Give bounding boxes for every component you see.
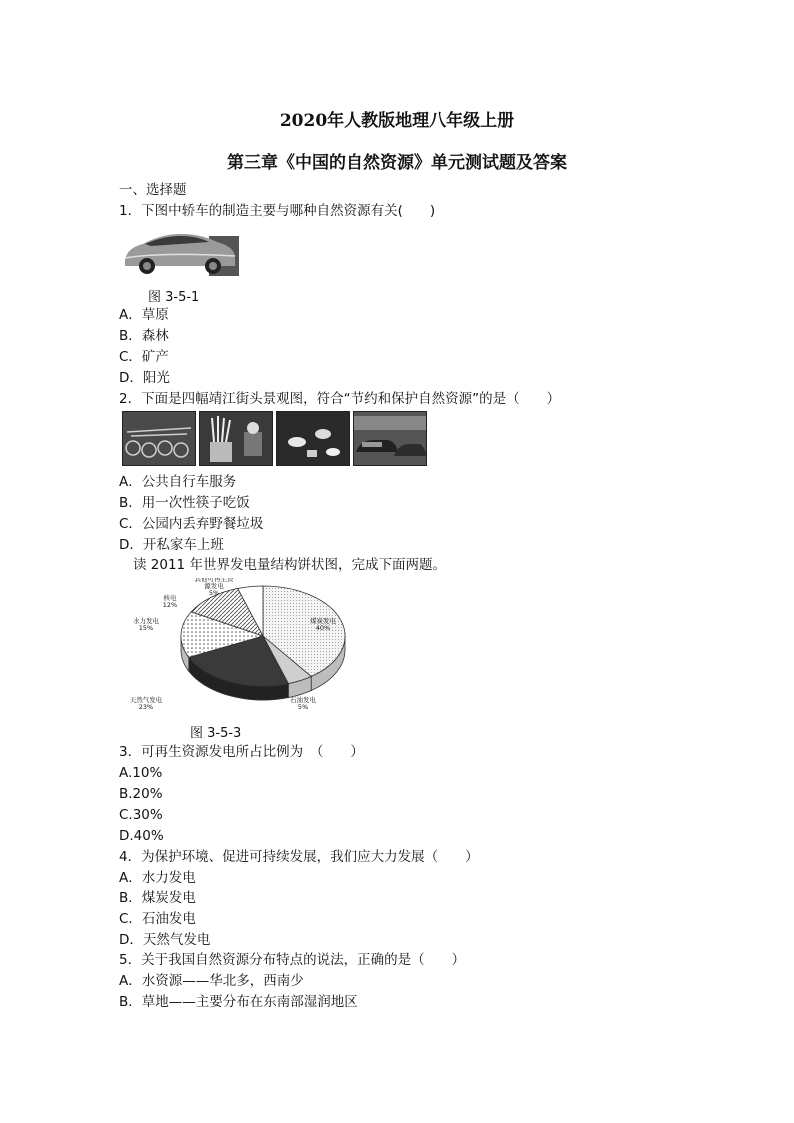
question-2-stem: 2．下面是四幅靖江街头景观图，符合“节约和保护自然资源”的是（ ） [119,391,561,407]
pie-slice-label: 15% [138,624,154,632]
pie-slice-label: 煤炭发电 [310,617,336,625]
pie-slice-label: 12% [162,601,178,609]
pie-slice-label: 源发电 [204,582,224,590]
pie-slice-label: 23% [138,703,154,711]
section-heading: 一、选择题 [119,182,187,198]
q4-option-d: D．天然气发电 [119,932,211,948]
q1-option-d: D．阳光 [119,370,170,386]
pie-slice-label: 石油发电 [290,696,316,704]
street-photo-chopsticks [199,411,273,466]
q1-option-a: A．草原 [119,307,169,323]
pie-slice-label: 5% [297,703,309,711]
q3-option-d: D.40% [119,828,164,844]
question-3-stem: 3．可再生资源发电所占比例为 （ ） [119,744,364,760]
q5-option-a: A．水资源——华北多，西南少 [119,973,304,989]
pie-slice-label: 核电 [163,594,177,602]
question-1-stem: 1．下图中轿车的制造主要与哪种自然资源有关( ) [119,203,436,219]
power-generation-pie-chart [118,578,358,718]
q1-option-c: C．矿产 [119,349,169,365]
q2-option-a: A．公共自行车服务 [119,474,237,490]
pie-slice-label: 40% [315,624,331,632]
document-title: 2020年人教版地理八年级上册 [279,111,515,131]
q4-option-c: C．石油发电 [119,911,196,927]
q5-option-b: B．草地——主要分布在东南部湿润地区 [119,994,358,1010]
chart-intro-text: 读 2011 年世界发电量结构饼状图，完成下面两题。 [133,557,446,573]
street-photo-picnic-litter [276,411,350,466]
street-photo-bicycles [122,411,196,466]
q3-option-c: C.30% [119,807,163,823]
question-5-stem: 5．关于我国自然资源分布特点的说法，正确的是（ ） [119,952,466,968]
q2-option-d: D．开私家车上班 [119,537,224,553]
q1-option-b: B．森林 [119,328,169,344]
pie-slice-label: 5% [208,589,220,597]
pie-slice-label: 水力发电 [133,617,159,625]
pie-slice-label: 天然气发电 [129,696,163,704]
car-image [121,226,239,276]
figure-caption-3-5-3: 图 3-5-3 [190,726,242,741]
q2-option-b: B．用一次性筷子吃饭 [119,495,250,511]
question-4-stem: 4．为保护环境、促进可持续发展，我们应大力发展（ ） [119,849,479,865]
q4-option-a: A．水力发电 [119,870,196,886]
q4-option-b: B．煤炭发电 [119,890,196,906]
q3-option-a: A.10% [119,765,163,781]
figure-caption-3-5-1: 图 3-5-1 [148,290,200,305]
document-subtitle: 第三章《中国的自然资源》单元测试题及答案 [227,153,567,173]
q3-option-b: B.20% [119,786,163,802]
street-photo-cars [353,411,427,466]
pie-slice-label: 其他可再生资 [194,578,234,583]
q2-option-c: C．公园内丢弃野餐垃圾 [119,516,264,532]
